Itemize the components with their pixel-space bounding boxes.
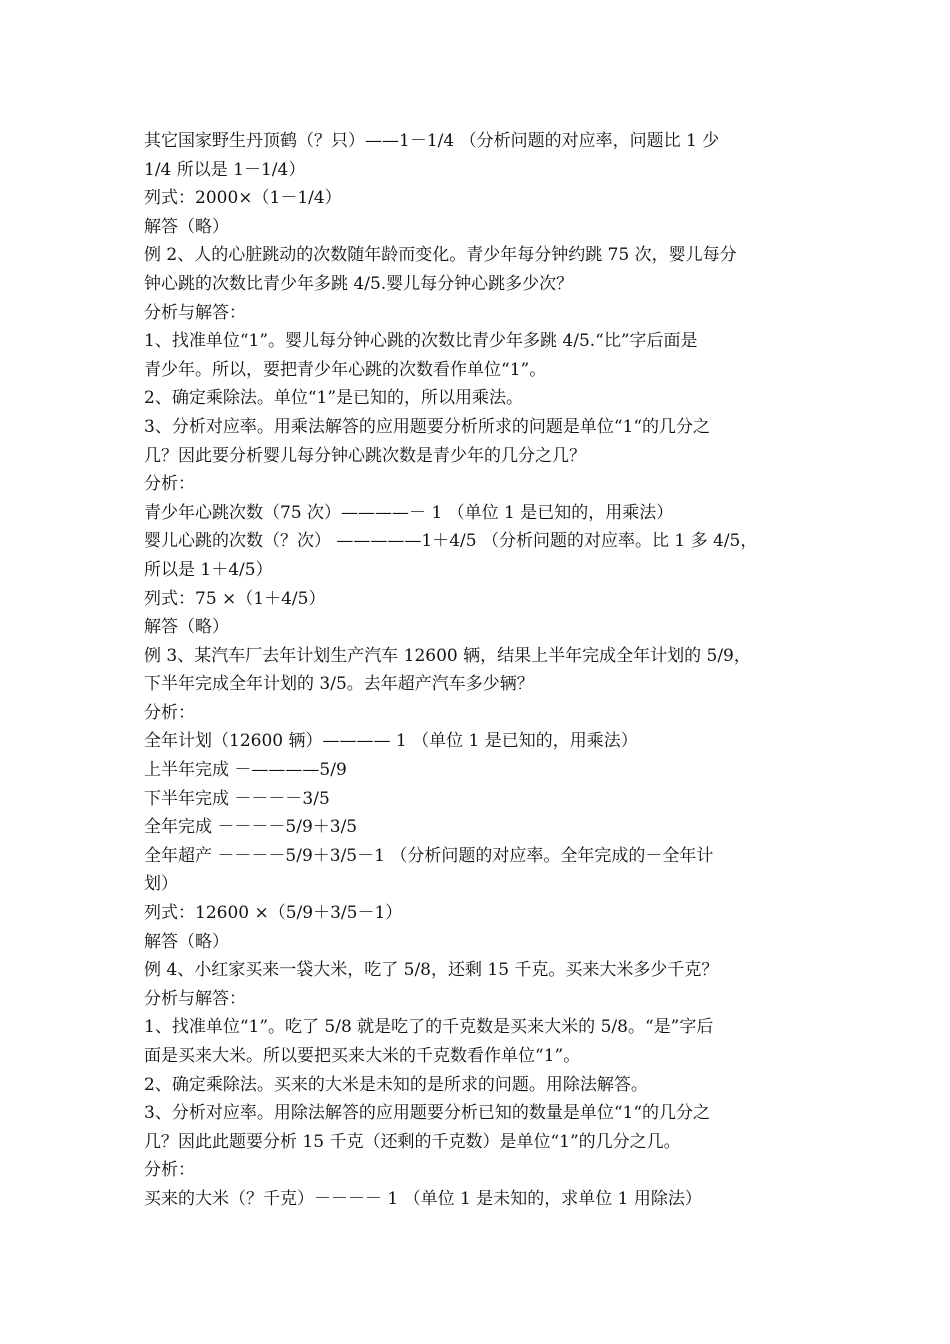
text-line: 1、找准单位“1”。吃了 5/8 就是吃了的千克数是买来大米的 5/8。“是”字后: [144, 1017, 714, 1038]
text-line: 1、找准单位“1”。婴儿每分钟心跳的次数比青少年多跳 4/5.“比”字后面是: [144, 331, 698, 352]
analysis-line: 上半年完成 －————5/9: [144, 760, 347, 781]
text-line: 钟心跳的次数比青少年多跳 4/5.婴儿每分钟心跳多少次？: [144, 273, 574, 294]
section-label: 分析与解答：: [144, 988, 246, 1009]
formula-line: 列式：75 ×（1＋4/5）: [144, 588, 326, 609]
formula-line: 列式：2000×（1－1/4）: [144, 188, 342, 209]
example-heading: 例 3、某汽车厂去年计划生产汽车 12600 辆，结果上半年完成全年计划的 5/9，: [144, 645, 751, 666]
text-line: 下半年完成全年计划的 3/5。去年超产汽车多少辆？: [144, 674, 534, 695]
answer-line: 解答（略）: [144, 216, 229, 237]
section-label: 分析：: [144, 1160, 195, 1181]
analysis-line: 青少年心跳次数（75 次）————－ 1 （单位 1 是已知的，用乘法）: [144, 502, 674, 523]
analysis-line: 买来的大米（？千克）－－－－ 1 （单位 1 是未知的，求单位 1 用除法）: [144, 1188, 702, 1209]
text-line: 面是买来大米。所以要把买来大米的千克数看作单位“1”。: [144, 1046, 581, 1066]
section-label: 分析：: [144, 474, 195, 495]
answer-line: 解答（略）: [144, 617, 229, 638]
section-label: 分析与解答：: [144, 302, 246, 323]
text-line: 几？因此此题要分析 15 千克（还剩的千克数）是单位“1”的几分之几。: [144, 1131, 681, 1152]
text-line: 3、分析对应率。用乘法解答的应用题要分析所求的问题是单位“1“的几分之: [144, 416, 711, 437]
example-heading: 例 2、人的心脏跳动的次数随年龄而变化。青少年每分钟约跳 75 次，婴儿每分: [144, 245, 737, 266]
text-line: 所以是 1＋4/5）: [144, 559, 273, 580]
text-line: 2、确定乘除法。单位“1”是已知的，所以用乘法。: [144, 388, 524, 409]
example-heading: 例 4、小红家买来一袋大米，吃了 5/8，还剩 15 千克。买来大米多少千克？: [144, 960, 719, 981]
text-line: 几？因此要分析婴儿每分钟心跳次数是青少年的几分之几？: [144, 445, 586, 466]
analysis-line: 下半年完成 －－－－3/5: [144, 788, 330, 809]
text-line: 3、分析对应率。用除法解答的应用题要分析已知的数量是单位“1“的几分之: [144, 1103, 711, 1124]
analysis-line: 全年完成 －－－－5/9＋3/5: [144, 817, 358, 838]
answer-line: 解答（略）: [144, 931, 229, 952]
section-label: 分析：: [144, 702, 195, 723]
text-line: 1/4 所以是 1－1/4）: [144, 159, 306, 180]
text-line: 其它国家野生丹顶鹤（？只）——1－1/4 （分析问题的对应率，问题比 1 少: [144, 131, 720, 151]
text-line: 青少年。所以，要把青少年心跳的次数看作单位“1”。: [144, 359, 547, 380]
text-line: 划）: [144, 874, 178, 895]
text-line: 2、确定乘除法。买来的大米是未知的是所求的问题。用除法解答。: [144, 1074, 648, 1095]
formula-line: 列式：12600 ×（5/9＋3/5－1）: [144, 903, 403, 924]
analysis-line: 全年计划（12600 辆）———— 1 （单位 1 是已知的，用乘法）: [144, 731, 638, 752]
analysis-line: 婴儿心跳的次数（？次） —————1＋4/5 （分析问题的对应率。比 1 多 4/5，: [144, 531, 758, 552]
analysis-line: 全年超产 －－－－5/9＋3/5－1 （分析问题的对应率。全年完成的－全年计: [144, 845, 714, 866]
document-page: [144, 127, 824, 1214]
